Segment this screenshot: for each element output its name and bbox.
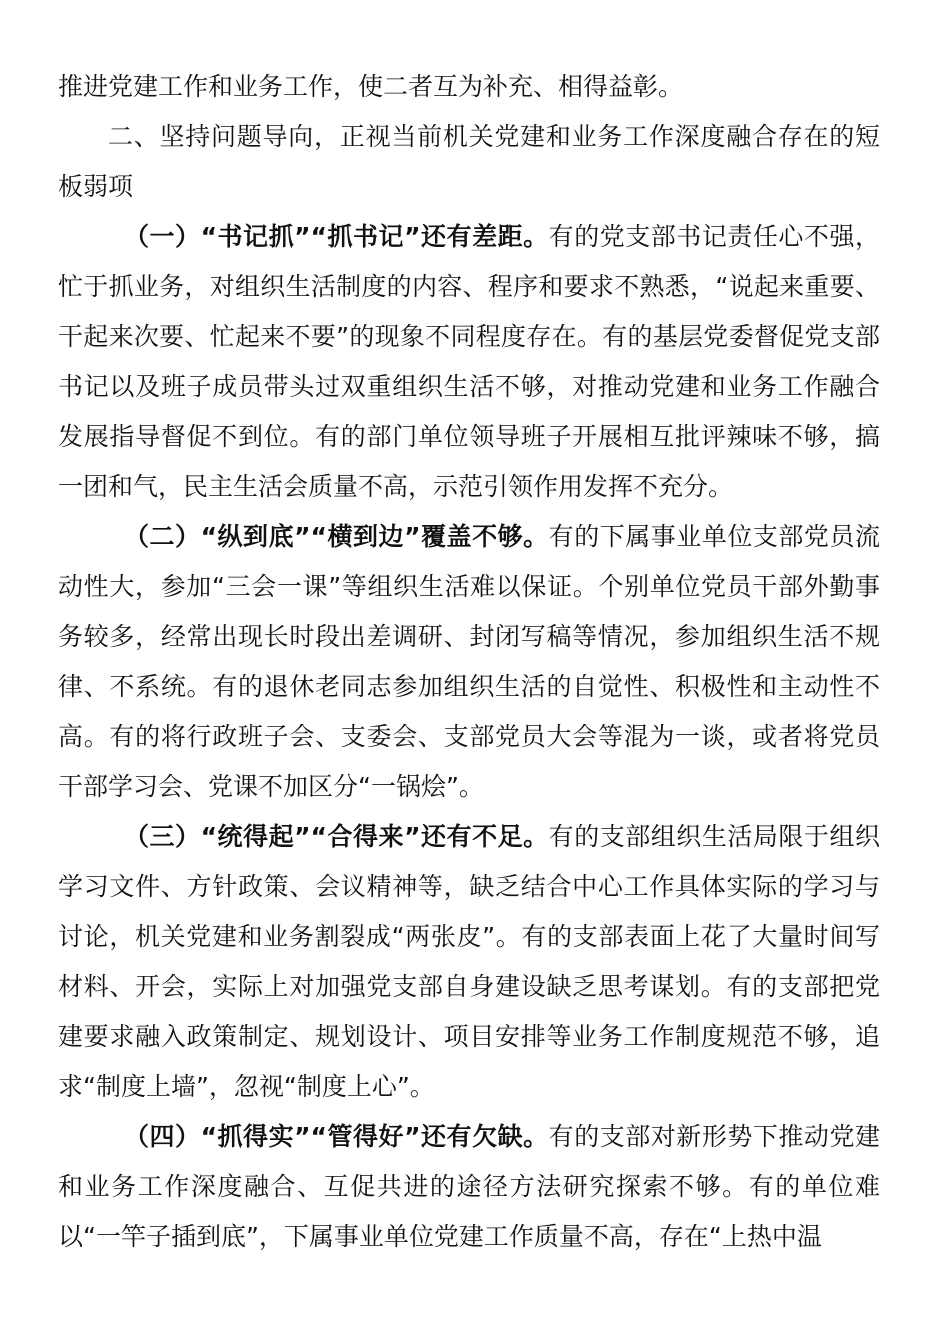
paragraph-continuation	[58, 62, 880, 112]
paragraph-text: 推进党建工作和业务工作，使二者互为补充、相得益彰。	[58, 72, 684, 101]
subsection-paragraph	[58, 512, 880, 812]
subsection-heading: （三）“统得起”“合得来”还有不足。	[124, 822, 549, 851]
subsection-heading: （一）“书记抓”“抓书记”还有差距。	[124, 222, 549, 251]
paragraph-text: 有的党支部书记责任心不强，忙于抓业务，对组织生活制度的内容、程序和要求不熟悉，“说起来重要、干起来次要、忙起来不要”的现象不同程度存在。有的基层党委督促党支部书记以及班子成员带头过双重组织生活不够，对推动党建和业务工作融合发展指导督促不到位。有的部门单位领导班子开展相互批评辣味不够，搞一团和气，民主生活会质量不高，示范引领作用发挥不充分。	[58, 222, 880, 501]
subsection-paragraph	[58, 212, 880, 512]
section-heading	[58, 112, 880, 212]
document-body	[58, 62, 880, 1262]
subsection-paragraph	[58, 812, 880, 1112]
section-heading-text: 二、坚持问题导向，正视当前机关党建和业务工作深度融合存在的短板弱项	[58, 122, 880, 201]
paragraph-text: 有的支部对新形势下推动党建和业务工作深度融合、互促共进的途径方法研究探索不够。有的单位难以“一竿子插到底”，下属事业单位党建工作质量不高，存在“上热中温	[58, 1122, 880, 1251]
paragraph-text: 有的下属事业单位支部党员流动性大，参加“三会一课”等组织生活难以保证。个别单位党员干部外勤事务较多，经常出现长时段出差调研、封闭写稿等情况，参加组织生活不规律、不系统。有的退休老同志参加组织生活的自觉性、积极性和主动性不高。有的将行政班子会、支委会、支部党员大会等混为一谈，或者将党员干部学习会、党课不加区分“一锅烩”。	[58, 522, 880, 801]
subsection-paragraph	[58, 1112, 880, 1262]
subsection-heading: （四）“抓得实”“管得好”还有欠缺。	[124, 1122, 549, 1151]
paragraph-text: 有的支部组织生活局限于组织学习文件、方针政策、会议精神等，缺乏结合中心工作具体实际的学习与讨论，机关党建和业务割裂成“两张皮”。有的支部表面上花了大量时间写材料、开会，实际上对加强党支部自身建设缺乏思考谋划。有的支部把党建要求融入政策制定、规划设计、项目安排等业务工作制度规范不够，追求“制度上墙”，忽视“制度上心”。	[58, 822, 880, 1101]
subsection-heading: （二）“纵到底”“横到边”覆盖不够。	[124, 522, 549, 551]
